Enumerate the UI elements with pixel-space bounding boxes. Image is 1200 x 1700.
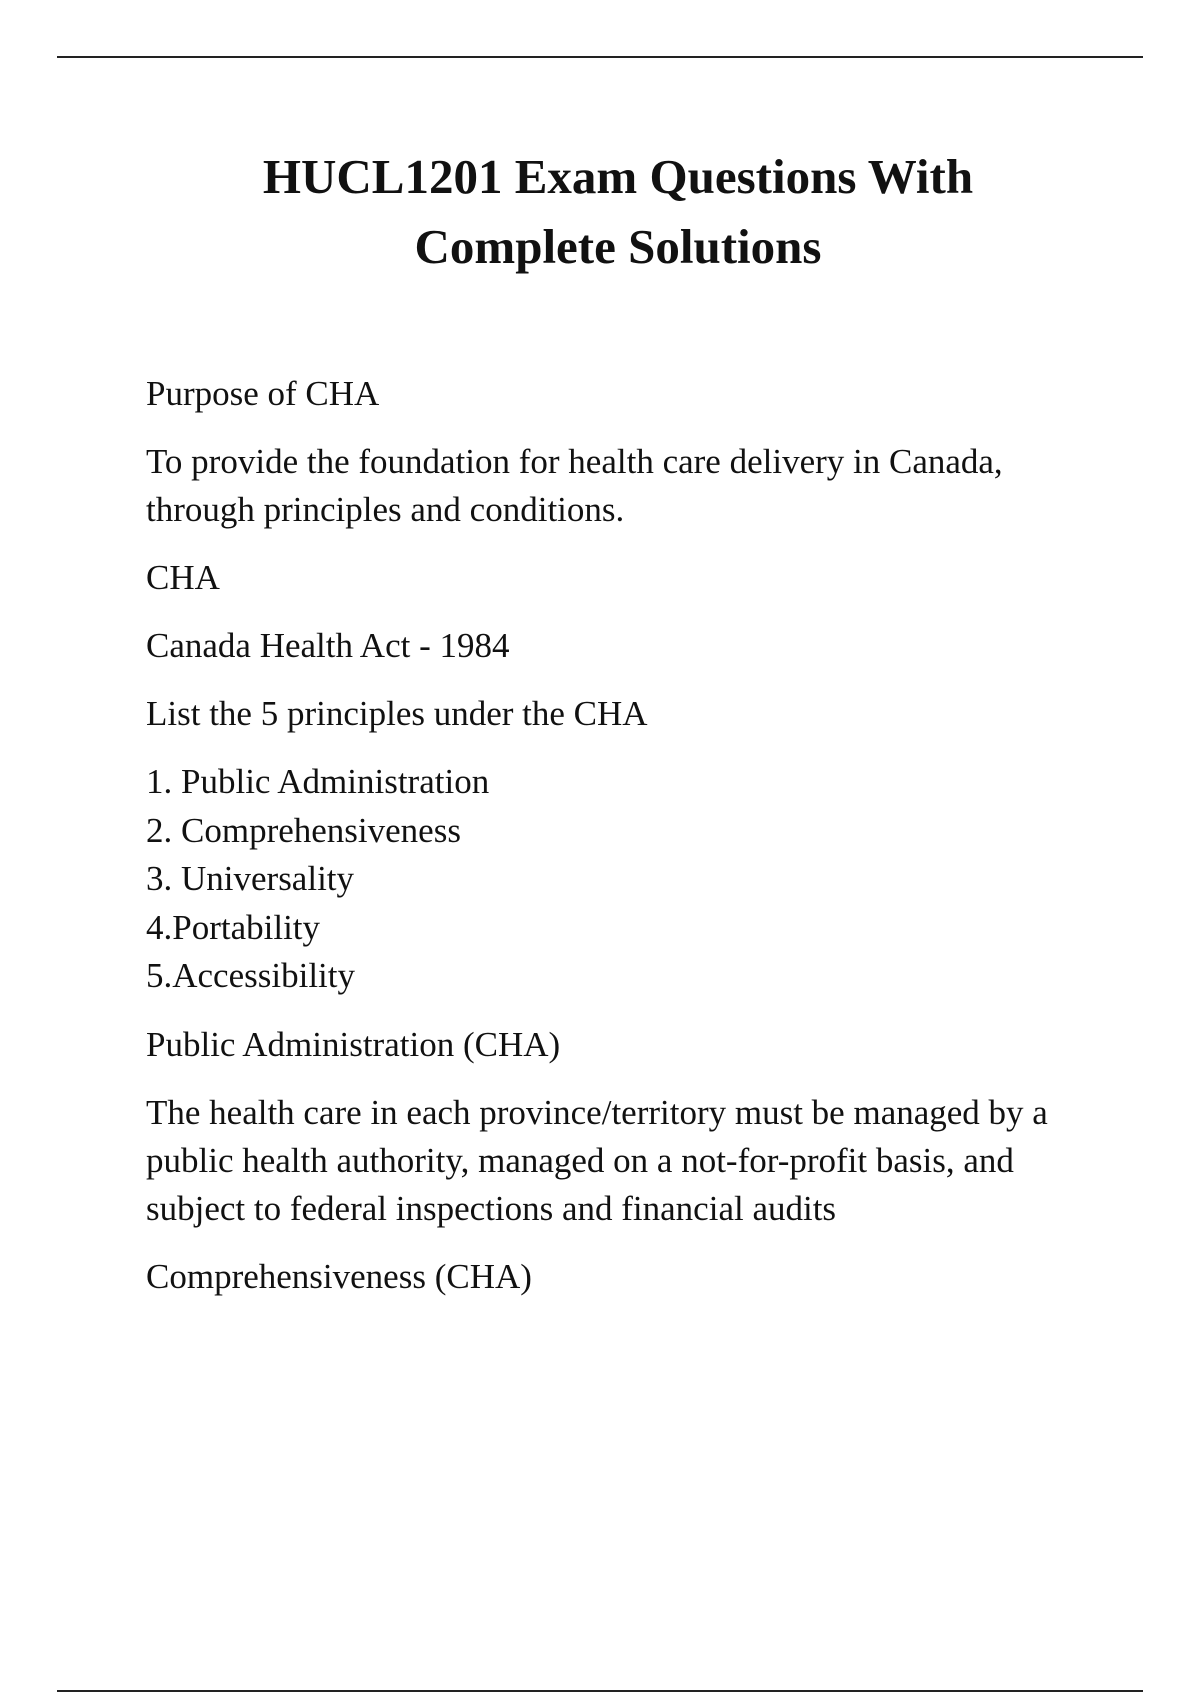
- question-comprehensiveness: Comprehensiveness (CHA): [146, 1256, 532, 1296]
- question-list-principles: List the 5 principles under the CHA: [146, 694, 648, 733]
- principle-item: 1. Public Administration: [146, 762, 490, 801]
- question-public-administration: Public Administration (CHA): [146, 1024, 561, 1064]
- principles-list: [146, 758, 1106, 1001]
- answer-purpose-of-cha: To provide the foundation for health care delivery in Canada, through principles and conditions.: [146, 442, 1003, 529]
- principle-item: 5.Accessibility: [146, 956, 355, 995]
- principle-item: 3. Universality: [146, 859, 355, 898]
- question-cha: CHA: [146, 558, 220, 597]
- answer-cha: Canada Health Act - 1984: [146, 626, 510, 665]
- bottom-rule: [57, 1690, 1143, 1692]
- question-purpose-of-cha: Purpose of CHA: [146, 374, 380, 413]
- document-body: [146, 370, 1106, 1321]
- principle-item: 4.Portability: [146, 907, 321, 947]
- principle-item: 2. Comprehensiveness: [146, 810, 461, 850]
- top-rule: [57, 56, 1143, 58]
- title-line-1: HUCL1201 Exam Questions With: [262, 149, 974, 204]
- title-line-2: Complete Solutions: [414, 219, 822, 274]
- answer-public-administration: The health care in each province/territory must be managed by a public health authority, managed on a not-for-profit basis, and subject to federal inspections and financial audits: [146, 1092, 1048, 1228]
- document-title: [0, 142, 1200, 282]
